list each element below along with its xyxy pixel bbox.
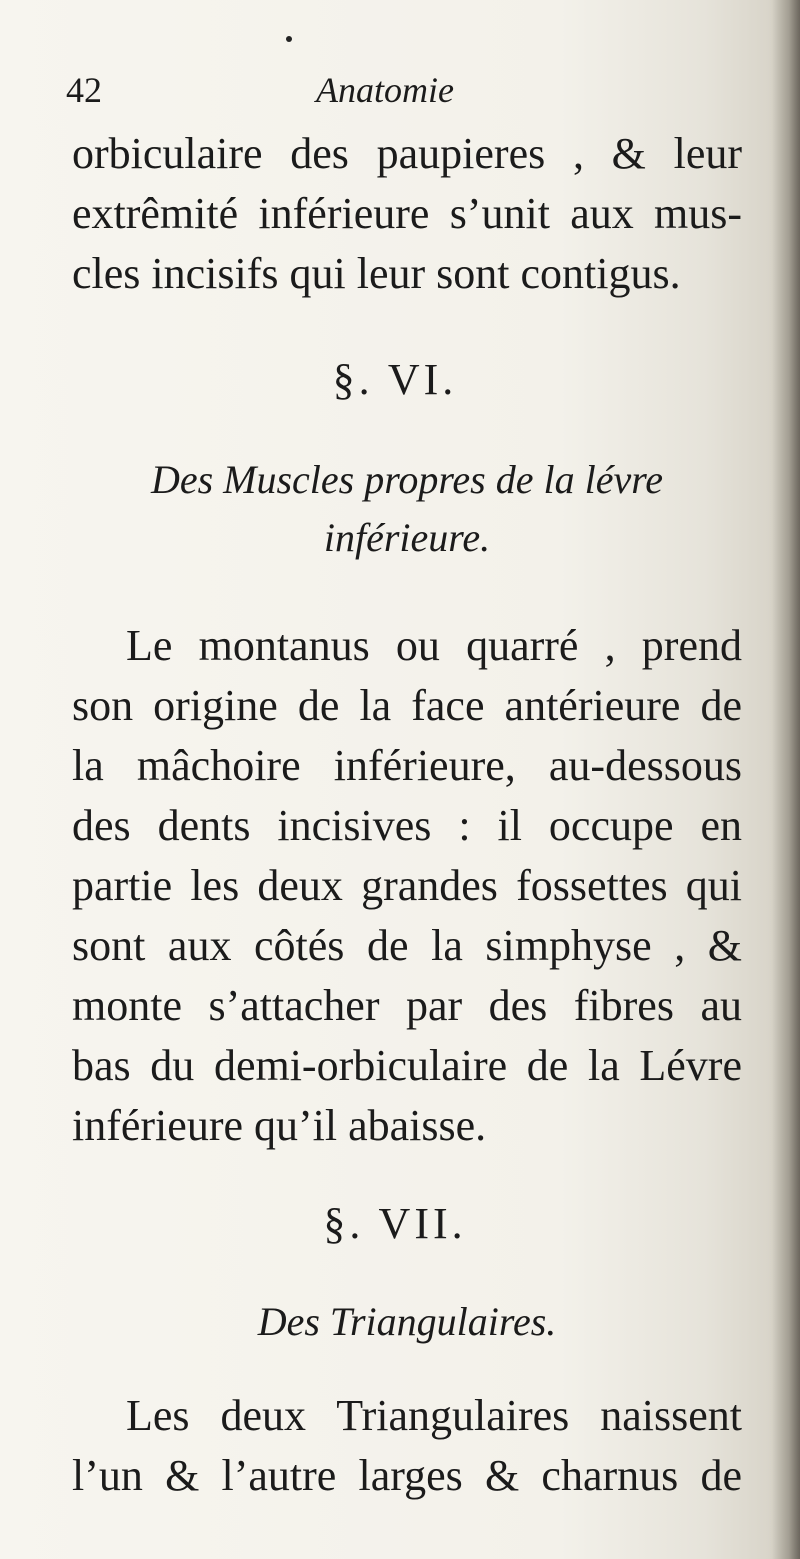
section-heading-vii: §. VII. — [323, 1199, 467, 1248]
text-line: orbiculaire des paupieres , & leur — [72, 129, 742, 178]
text-line: sont aux côtés de la simphyse , & — [72, 921, 742, 970]
text-line: l’un & l’autre larges & charnus de — [72, 1451, 742, 1500]
text-line: monte s’attacher par des fibres au — [72, 981, 742, 1030]
text-line: bas du demi-orbiculaire de la Lévre — [72, 1041, 742, 1090]
text-line: Le montanus ou quarré , prend — [126, 621, 742, 670]
section-title-vii: Des Triangulaires. — [257, 1299, 557, 1344]
text-line: partie les deux grandes fossettes qui — [72, 861, 742, 910]
page-gutter-shadow — [772, 0, 800, 1559]
text-line: la mâchoire inférieure, au-dessous — [72, 741, 742, 790]
section-heading-vi: §. VI. — [332, 355, 458, 404]
text-line: extrêmité inférieure s’unit aux mus- — [72, 189, 742, 238]
section-title-vi-line1: Des Muscles propres de la lévre — [150, 457, 664, 502]
running-title: Anatomie — [316, 70, 454, 110]
page-header — [66, 70, 746, 110]
text-line: inférieure qu’il abaisse. — [72, 1101, 487, 1150]
text-line: Les deux Triangulaires naissent — [126, 1391, 742, 1440]
text-line: cles incisifs qui leur sont contigus. — [72, 249, 681, 298]
section-title-vi-line2: inférieure. — [323, 515, 491, 560]
page-number: 42 — [66, 70, 102, 110]
text-line: son origine de la face antérieure de — [72, 681, 742, 730]
text-line: des dents incisives : il occupe en — [72, 801, 742, 850]
printer-mark — [286, 36, 292, 42]
